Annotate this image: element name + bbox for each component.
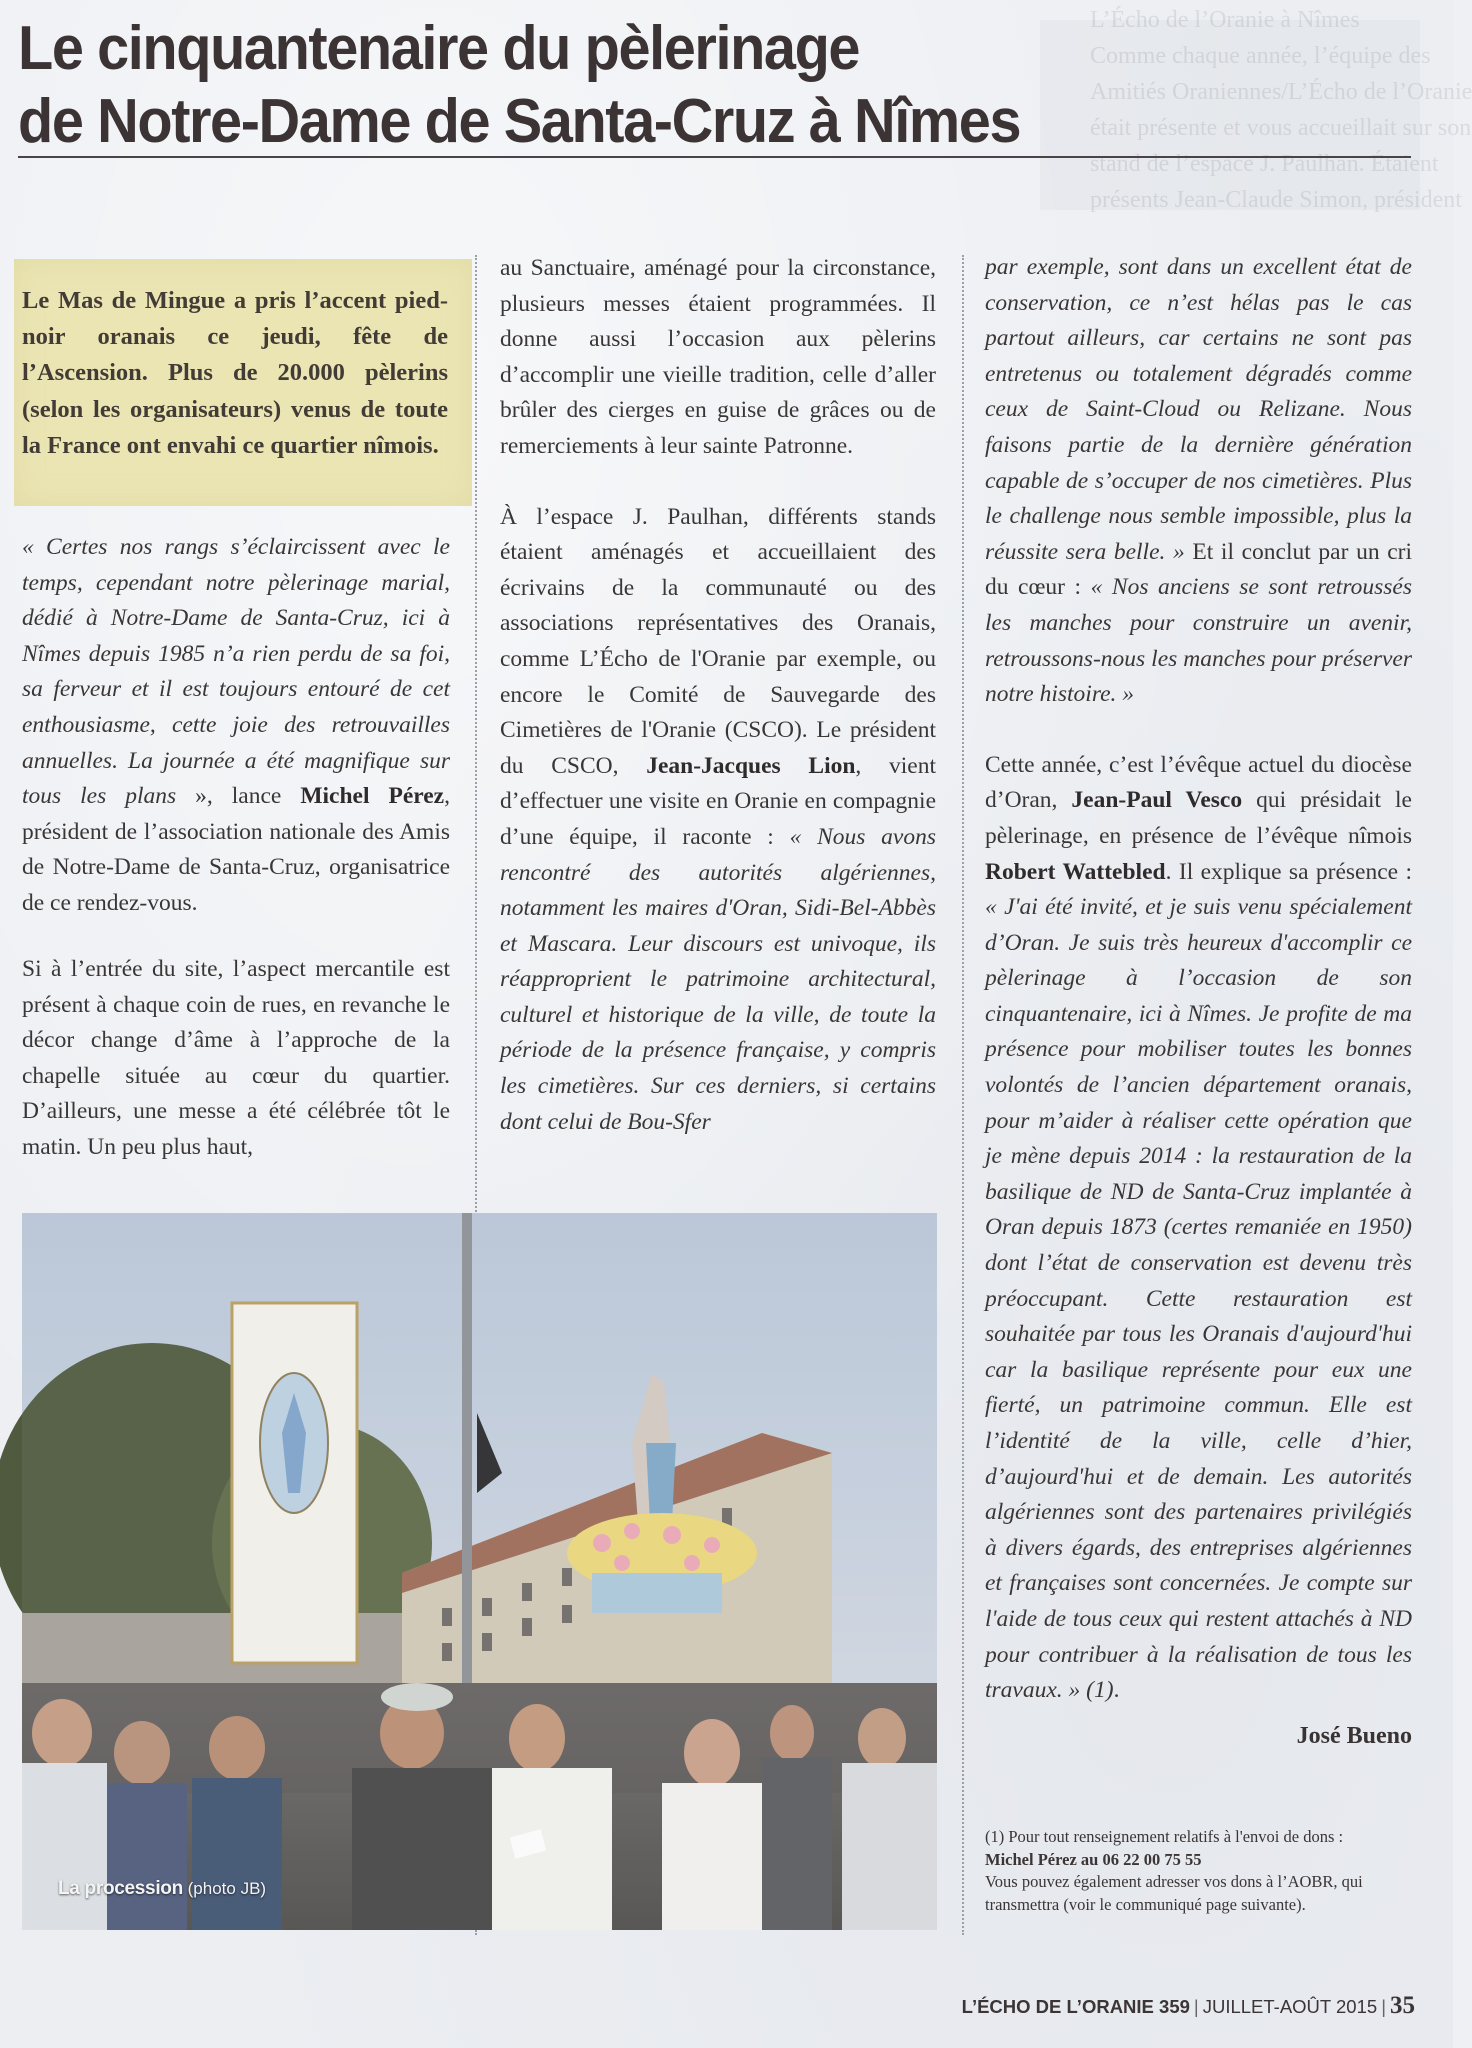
bishop-paragraph-mid2: . Il explique sa présence : — [1165, 858, 1413, 885]
bishop-paragraph-mid: qui présidait le pèlerinage, en présence de l’évêque nîmois — [985, 787, 1412, 849]
column-2 — [500, 251, 936, 1140]
procession-photo — [22, 1213, 937, 1930]
lion-quote-continued — [985, 250, 1412, 713]
sanctuary-paragraph: au Sanctuaire, aménagé pour la circonstance, plusieurs messes étaient programmées. Il donne aussi l’occasion aux pèlerins d’accomplir une vieille tradition, celle d’aller brûler des cierges en guise de grâces ou de remerciements à leur sainte Patronne. — [500, 255, 936, 459]
column-3 — [985, 250, 1412, 1709]
column-1-paragraph-2 — [22, 952, 450, 1166]
footnote-contact: Michel Pérez au 06 22 00 75 55 — [985, 1849, 1202, 1869]
bishop-nimes-name: Robert Wattebled — [985, 858, 1166, 885]
show-through-text: son — [1437, 115, 1472, 141]
article-title-line-1: Le cinquantenaire du pèlerinage — [18, 14, 860, 83]
lion-quote: « Nous avons rencontré des autorités algériennes, notamment les maires d'Oran, Sidi-Bel-Abbès et Mascara. Leur discours est univoque, ils réapproprient le patrimoine architectural, culturel et historique de la ville, de toute la période de la présence française, y compris les cimetières. Sur ces derniers, si certains dont celui de Bou-Sfer — [500, 823, 936, 1135]
bishop-paragraph-end: . — [1113, 1677, 1120, 1704]
bishop-oran-name: Jean-Paul Vesco — [1071, 787, 1243, 814]
site-description-paragraph: Si à l’entrée du site, l’aspect mercantile est présent à chaque coin de rues, en revanche le décor change d’âme à l’approche de la chapelle située au cœur du quartier. D’ailleurs, une messe a été célébrée tôt le matin. Un peu plus haut, — [22, 956, 450, 1160]
michel-perez-quote — [22, 530, 450, 922]
page-number: 35 — [1390, 1992, 1415, 2019]
speaker-description: , président de l’association nationale des Amis de Notre-Dame de Santa-Cruz, organisatrice de ce rendez-vous. — [22, 783, 450, 916]
lion-quote-continued-text: par exemple, sont dans un excellent état de conservation, ce n’est hélas pas le cas partout ailleurs, car certains ne sont pas entretenus ou totalement dégradés comme ceux de Saint-Cloud ou Relizane. Nous faisons partie de la dernière génération capable de s’occuper de nos cimetières. Plus le challenge nous semble impossible, plus la réussite sera belle. » — [985, 254, 1412, 565]
footnote-line-1: (1) Pour tout renseignement relatifs à l'envoi de dons : — [985, 1827, 1344, 1846]
photo-caption — [58, 1878, 266, 1900]
column-separator-2 — [962, 255, 964, 1935]
page-footer — [962, 1992, 1415, 2020]
title-rule — [18, 156, 1411, 158]
photo-caption-title: La procession — [58, 1878, 183, 1899]
procession-photo-illustration — [22, 1213, 937, 1930]
bishop-paragraph-start: Cette année, c’est l’évêque actuel du diocèse d’Oran, — [985, 751, 1412, 814]
article-title-line-2: de Notre-Dame de Santa-Cruz à Nîmes — [18, 87, 1021, 156]
quote-text: « Certes nos rangs s’éclaircissent avec le temps, cependant notre pèlerinage marial, dédié à Notre-Dame de Santa-Cruz, ici à Nîmes depuis 1985 n’a rien perdu de sa foi, sa ferveur et il est toujours entouré de cet enthousiasme, cette joie des retrouvailles annuelles. La journée a été magnifique sur tous les plans — [22, 534, 450, 810]
bishop-paragraph — [985, 748, 1412, 1709]
issue-date: JUILLET-AOÛT 2015 — [1202, 1996, 1378, 2017]
paulhan-paragraph — [500, 500, 936, 1141]
paulhan-text: À l’espace J. Paulhan, différents stands étaient aménagés et accueillaient des écrivains de la communauté ou des associations représentatives des Oranais, comme L’Écho de l'Oranie par exemple, ou encore le Comité de Sauvegarde des Cimetières de l'Oranie (CSCO). Le président du CSCO, — [500, 503, 936, 779]
csco-president-name: Jean-Jacques Lion — [646, 752, 856, 779]
footer-divider: | — [1193, 1996, 1199, 2017]
column-1-quote-paragraph — [22, 530, 450, 922]
magazine-issue: L’ÉCHO DE L’ORANIE 359 — [961, 1996, 1190, 2017]
author-byline: José Bueno — [1296, 1723, 1412, 1749]
article-lead: Le Mas de Mingue a pris l’accent pied-noir oranais ce jeudi, fête de l’Ascension. Plus de 20.000 pèlerins (selon les organisateurs) venus de toute la France ont envahi ce quartier nîmois. — [22, 287, 448, 459]
photo-credit: (photo JB) — [182, 1879, 267, 1898]
paulhan-text-mid: , vient d’effectuer une visite en Oranie en compagnie d’une équipe, il raconte : — [500, 752, 937, 850]
article-title — [18, 12, 1227, 158]
bishop-quote: « J'ai été invité, et je suis venu spécialement d’Oran. Je suis très heureux d'accomplir ce pèlerinage à l’occasion de son cinquantenaire, ici à Nîmes. Je profite de ma présence pour mobiliser toutes les bonnes volontés de l’ancien département oranais, pour m’aider à réaliser cette opération que je mène depuis 2014 : la restauration de la basilique de ND de Santa-Cruz implantée à Oran depuis 1873 (certes remaniée en 1950) dont l’état de conservation est devenu très préoccupant. Cette restauration est souhaitée par tous les Oranais d'aujourd'hui car la basilique représente pour eux une fierté, un patrimoine commun. Elle est l’identité de la ville, celle d’hier, d’aujourd'hui et de demain. Les autorités algériennes sont des partenaires privilégiés à divers égards, des entreprises algériennes et françaises sont concernées. Je compte sur l'aide de tous ceux qui restent attachés à ND pour contribuer à la réalisation de tous les travaux. » (1) — [985, 894, 1412, 1704]
speaker-name: Michel Pérez — [300, 783, 445, 810]
conclusion-quote: « Nos anciens se sont retroussés les manches pour construire un avenir, retroussons-nous les manches pour préserver notre histoire. » — [985, 574, 1412, 708]
quote-attribution: », lance — [176, 783, 301, 810]
conclusion-text: Et il conclut par un cri du cœur : — [985, 538, 1412, 601]
footer-divider: | — [1381, 1996, 1386, 2017]
footnote — [985, 1826, 1417, 1916]
footnote-line-3: Vous pouvez également adresser vos dons à l’AOBR, qui — [985, 1872, 1363, 1891]
footnote-line-4: transmettra (voir le communiqué page suivante). — [985, 1894, 1306, 1914]
